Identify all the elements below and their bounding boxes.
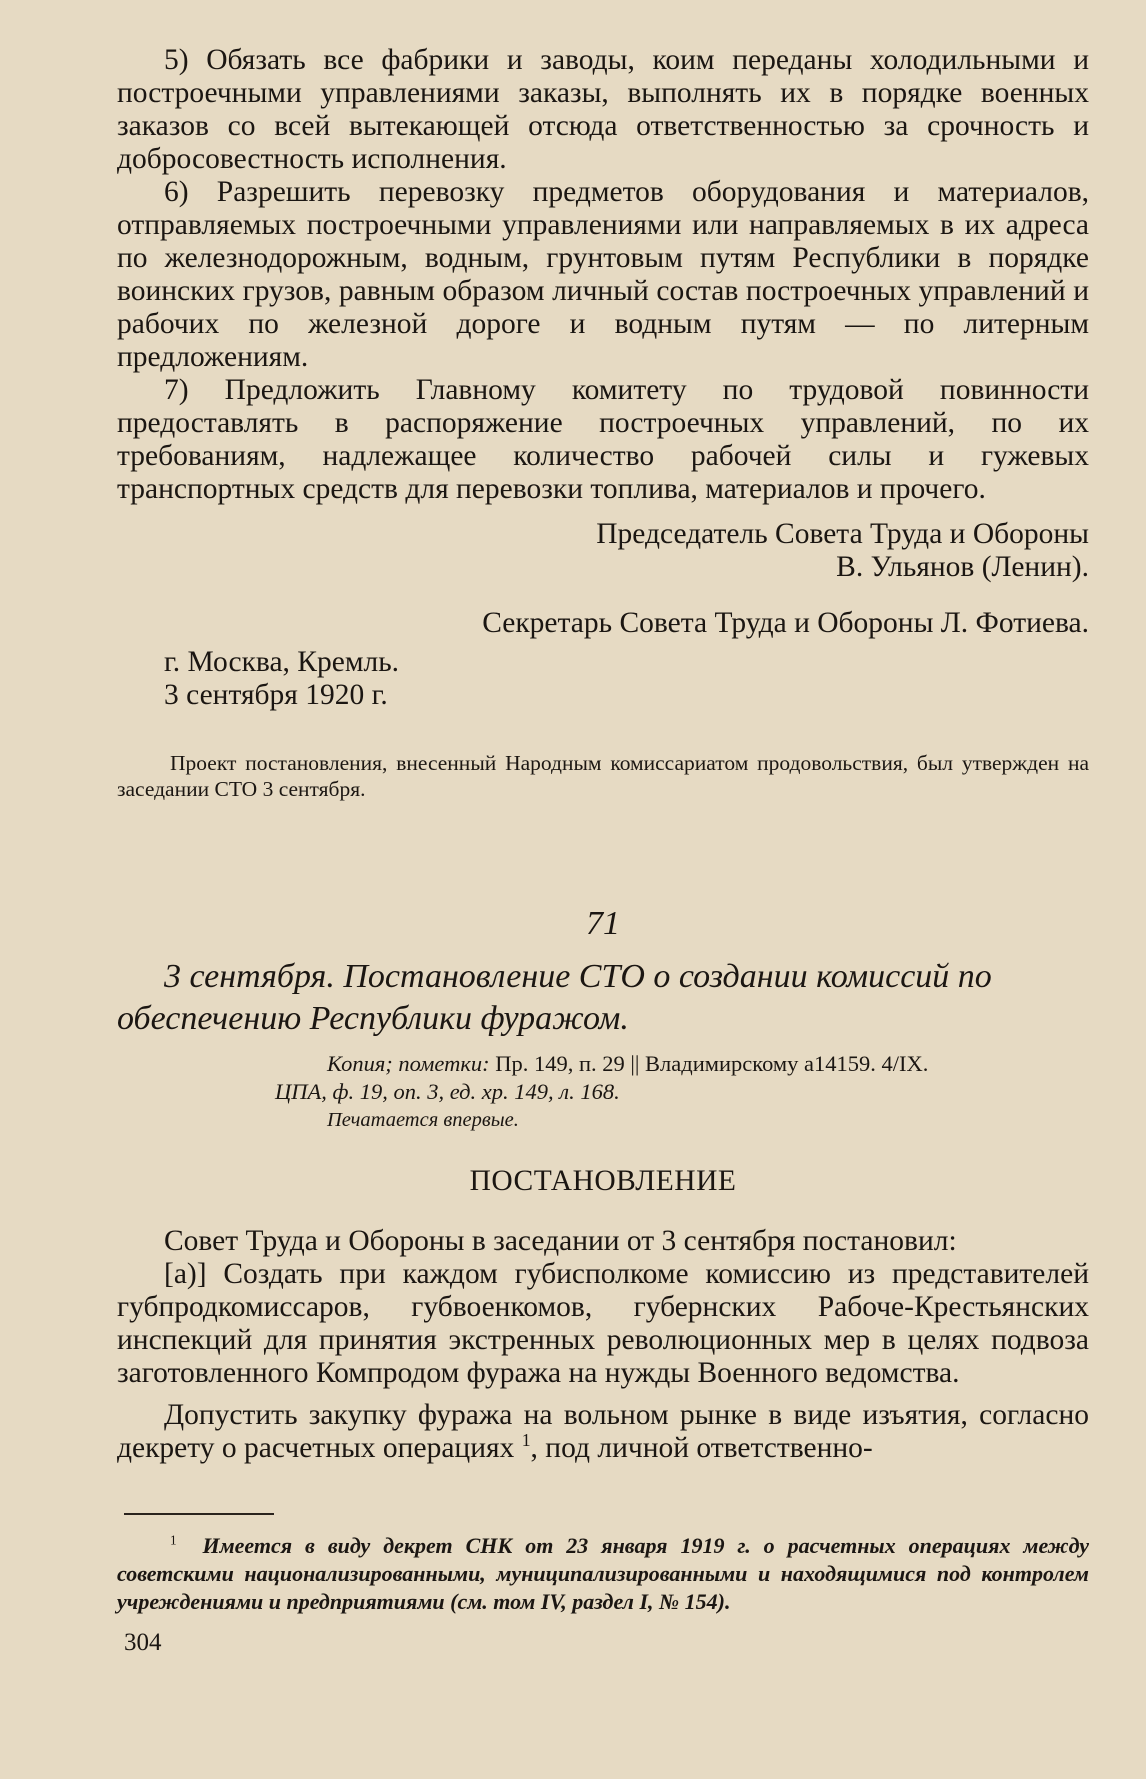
- document-title: 3 сентября. Постановление СТО о создании комиссий по обеспечению Республики фуражом.: [117, 958, 992, 1037]
- previous-document-items: [117, 44, 1089, 506]
- footnote-text-block: [117, 1532, 1089, 1616]
- place-date-block: [117, 646, 1089, 712]
- editorial-note-text: Проект постановления, внесенный Народным комиссариатом продовольствия, был утвержден на заседании СТО 3 сентября.: [117, 751, 1089, 801]
- page-number: 304: [124, 1629, 162, 1656]
- meta-copy-label: Копия; пометки:: [327, 1051, 490, 1076]
- meta-archive: ЦПА, ф. 19, оп. 3, ед. хр. 149, л. 168.: [275, 1079, 620, 1104]
- footnote: [117, 1532, 1089, 1616]
- resolution-paragraph-2: [117, 1399, 1089, 1465]
- footnote-text: Имеется в виду декрет СНК от 23 января 1919 г. о расчетных операциях между советскими национализированными, муниципализированными и находящимися под контролем учреждениями и предприятиями (см. том IV, раздел I, № 154).: [117, 1533, 1090, 1614]
- editorial-note: [117, 750, 1089, 802]
- place-location: г. Москва, Кремль.: [164, 646, 400, 678]
- chair-title: Председатель Совета Труда и Обороны: [596, 518, 1089, 550]
- meta-published: Печатается впервые.: [327, 1109, 519, 1131]
- secretary-signature: Секретарь Совета Труда и Обороны Л. Фотиева.: [482, 607, 1089, 639]
- resolution-heading-block: [117, 1163, 1089, 1199]
- item-6-text: 6) Разрешить перевозку предметов оборудования и материалов, отправляемых построечными управлениями или направляемых в их адреса по железнодорожным, водным, грунтовым путям Республики в порядке воинских грузов, равным образом личный состав построечных управлений и рабочих по железной дороге и водным путям — по литерным предложениям.: [117, 176, 1089, 373]
- document-header: [117, 904, 1089, 944]
- paragraph-2-start: Допустить закупку фуража на вольном рынке в виде изъятия, согласно декрету о расчетных операциях: [117, 1399, 1089, 1464]
- document-title-block: [117, 956, 1089, 1040]
- meta-copy: [117, 1050, 1089, 1078]
- resolution-heading: ПОСТАНОВЛЕНИЕ: [469, 1165, 737, 1197]
- resolution-body: [117, 1225, 1089, 1465]
- resolution-item-a: [а)] Создать при каждом губисполкоме комиссию из представителей губпродкомиссаров, губвоенкомов, губернских Рабоче-Крестьянских инспекций для принятия экстренных революционных мер в целях подвоза заготовленного Компродом фуража на нужды Военного ведомства.: [117, 1258, 1089, 1389]
- footnote-reference: 1: [521, 1430, 531, 1451]
- paragraph-2-end: , под личной ответственно-: [530, 1432, 873, 1464]
- document-meta: [117, 1050, 1089, 1134]
- meta-copy-text: Пр. 149, п. 29 || Владимирскому a14159. 4/IX.: [495, 1051, 929, 1076]
- item-5-text: 5) Обязать все фабрики и заводы, коим переданы холодильными и построечными управлениями заказы, выполнять их в порядке военных заказов со всей вытекающей отсюда ответственностью за срочность и добросовестность исполнения.: [117, 44, 1089, 175]
- chair-name: В. Ульянов (Ленин).: [836, 551, 1089, 583]
- resolution-intro: Совет Труда и Обороны в заседании от 3 сентября постановил:: [164, 1225, 957, 1257]
- signature-block: [117, 518, 1089, 640]
- place-date: 3 сентября 1920 г.: [164, 679, 388, 711]
- document-number: 71: [586, 905, 620, 942]
- footnote-mark: 1: [170, 1532, 177, 1548]
- item-7-text: 7) Предложить Главному комитету по трудовой повинности предоставлять в распоряжение построечных управлений, по их требованиям, надлежащее количество рабочей силы и гужевых транспортных средств для перевозки топлива, материалов и прочего.: [117, 374, 1089, 505]
- footnote-divider: [124, 1513, 274, 1515]
